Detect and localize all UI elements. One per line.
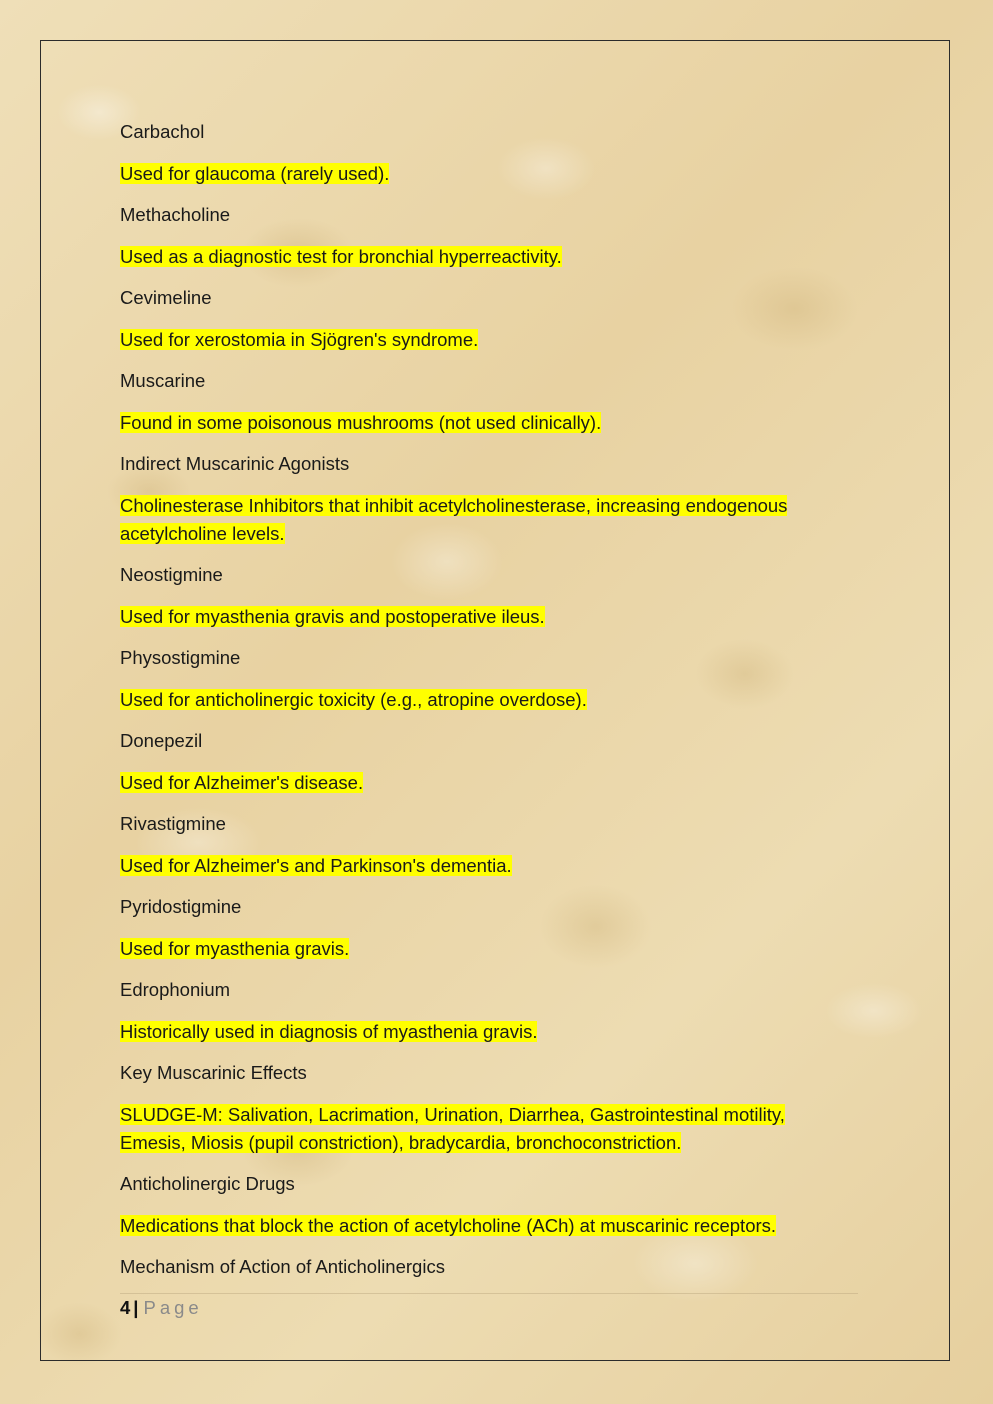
paragraph-text: Anticholinergic Drugs — [120, 1173, 295, 1194]
paragraph — [120, 603, 850, 631]
paragraph — [120, 409, 850, 437]
highlighted-text: Used for myasthenia gravis and postoperative ileus. — [120, 605, 545, 627]
paragraph — [120, 284, 850, 312]
highlighted-text: Historically used in diagnosis of myasthenia gravis. — [120, 1020, 538, 1042]
paragraph-text: Cevimeline — [120, 287, 212, 308]
paragraph-text: Mechanism of Action of Anticholinergics — [120, 1256, 445, 1277]
paragraph — [120, 935, 850, 963]
paragraph-text: Muscarine — [120, 370, 206, 391]
paragraph-text: Rivastigmine — [120, 813, 226, 834]
paragraph-text: Methacholine — [120, 204, 231, 225]
highlighted-text: Cholinesterase Inhibitors that inhibit acetylcholinesterase, increasing endogenous acetylcholine levels. — [120, 494, 788, 544]
page-number: 4 — [120, 1297, 131, 1318]
paragraph — [120, 1170, 850, 1198]
paragraph — [120, 243, 850, 271]
paragraph — [120, 686, 850, 714]
paragraph — [120, 1101, 850, 1157]
highlighted-text: Used for myasthenia gravis. — [120, 937, 350, 959]
paragraph — [120, 727, 850, 755]
paragraph — [120, 852, 850, 880]
paragraph-text: Edrophonium — [120, 979, 231, 1000]
paragraph-text: Physostigmine — [120, 647, 241, 668]
paragraph — [120, 326, 850, 354]
highlighted-text: SLUDGE-M: Salivation, Lacrimation, Urination, Diarrhea, Gastrointestinal motility, Emesis, Miosis (pupil constriction), bradycardia, bronchoconstriction. — [120, 1103, 785, 1153]
paragraph — [120, 160, 850, 188]
paragraph-text: Indirect Muscarinic Agonists — [120, 453, 350, 474]
highlighted-text: Used for Alzheimer's and Parkinson's dementia. — [120, 854, 512, 876]
paragraph — [120, 893, 850, 921]
paragraph — [120, 1212, 850, 1240]
paragraph-text: Pyridostigmine — [120, 896, 242, 917]
paragraph-text: Key Muscarinic Effects — [120, 1062, 307, 1083]
highlighted-text: Used for anticholinergic toxicity (e.g., atropine overdose). — [120, 688, 587, 710]
paragraph — [120, 810, 850, 838]
paragraph-text: Neostigmine — [120, 564, 223, 585]
page-footer — [120, 1296, 203, 1320]
footer-divider — [120, 1293, 858, 1294]
paragraph — [120, 1018, 850, 1046]
paragraph-text: Carbachol — [120, 121, 205, 142]
highlighted-text: Medications that block the action of acetylcholine (ACh) at muscarinic receptors. — [120, 1214, 777, 1236]
paragraph — [120, 118, 850, 146]
paragraph — [120, 644, 850, 672]
paragraph-text: Donepezil — [120, 730, 203, 751]
paragraph — [120, 492, 850, 548]
highlighted-text: Used for xerostomia in Sjögren's syndrome. — [120, 328, 479, 350]
paragraph — [120, 201, 850, 229]
highlighted-text: Used for glaucoma (rarely used). — [120, 162, 390, 184]
highlighted-text: Used as a diagnostic test for bronchial hyperreactivity. — [120, 245, 562, 267]
highlighted-text: Used for Alzheimer's disease. — [120, 771, 364, 793]
paragraph — [120, 561, 850, 589]
paragraph — [120, 450, 850, 478]
highlighted-text: Found in some poisonous mushrooms (not used clinically). — [120, 411, 602, 433]
paragraph — [120, 1059, 850, 1087]
paragraph — [120, 367, 850, 395]
document-body — [120, 118, 850, 1295]
page-label: Page — [143, 1297, 203, 1318]
paragraph — [120, 976, 850, 1004]
footer-separator: | — [133, 1297, 139, 1318]
paragraph — [120, 769, 850, 797]
paragraph — [120, 1253, 850, 1281]
